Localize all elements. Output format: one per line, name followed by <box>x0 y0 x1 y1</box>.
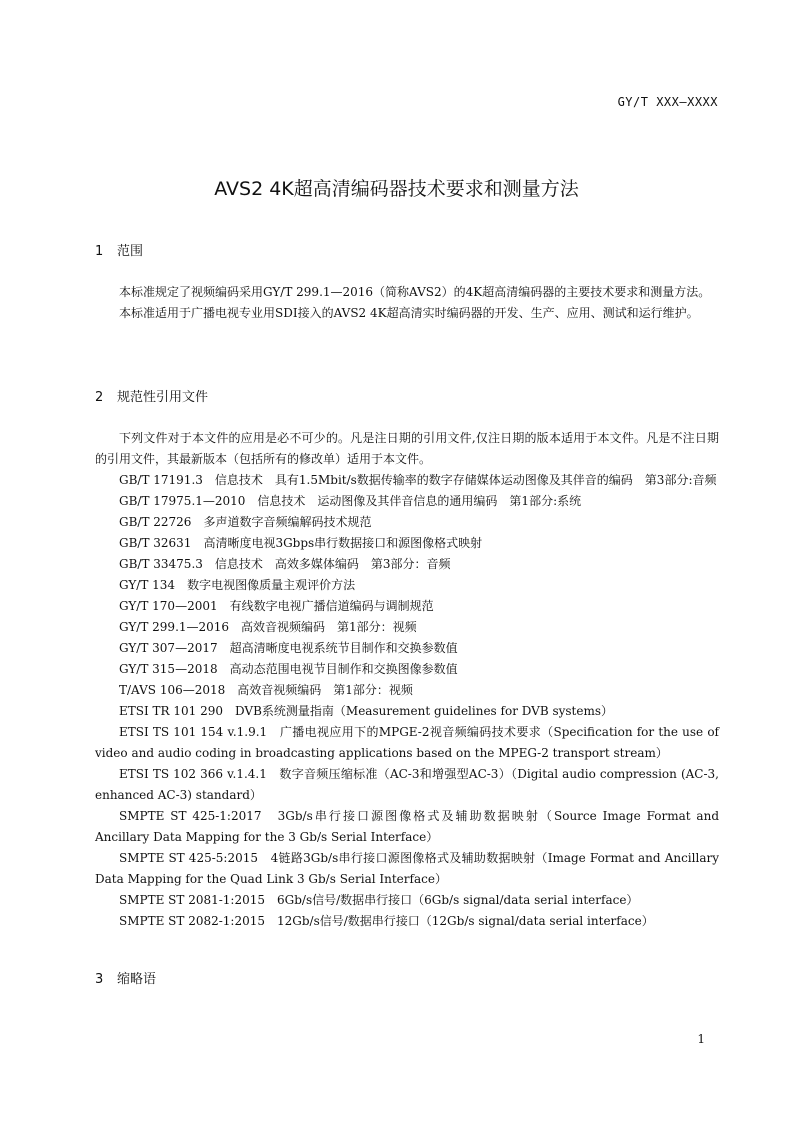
reference-item: GY/T 134 数字电视图像质量主观评价方法 <box>119 578 356 592</box>
section-title: 范围 <box>117 244 144 259</box>
reference-item: GY/T 307—2017 超高清晰度电视系统节目制作和交换参数值 <box>119 641 458 655</box>
reference-item: GY/T 315—2018 高动态范围电视节目制作和交换图像参数值 <box>119 662 458 676</box>
reference-item: ETSI TS 101 154 v.1.9.1 广播电视应用下的MPGE-2视音频编码技术要求（Specification for the use of video and audio coding in broadcasting applications based on the MPEG-2 transport stream） <box>95 725 719 760</box>
reference-item: GB/T 17191.3 信息技术 具有1.5Mbit/s数据传输率的数字存储媒体运动图像及其伴音的编码 第3部分:音频 <box>119 473 717 487</box>
document-code: GY/T XXX—XXXX <box>617 95 718 109</box>
reference-item: SMPTE ST 425-1:2017 3Gb/s串行接口源图像格式及辅助数据映射（Source Image Format and Ancillary Data Mapping for the 3 Gb/s Serial Interface） <box>95 809 719 844</box>
section-heading-normative-references <box>95 386 208 405</box>
document-title: AVS2 4K超高清编码器技术要求和测量方法 <box>214 178 579 200</box>
reference-item: GY/T 299.1—2016 高效音视频编码 第1部分：视频 <box>119 620 417 634</box>
references-intro: 下列文件对于本文件的应用是必不可少的。凡是注日期的引用文件,仅注日期的版本适用于本文件。凡是不注日期的引用文件，其最新版本（包括所有的修改单）适用于本文件。 <box>95 431 719 466</box>
section-number: 3 <box>95 972 104 987</box>
reference-item: T/AVS 106—2018 高效音视频编码 第1部分：视频 <box>119 683 413 697</box>
paragraph: 本标准规定了视频编码采用GY/T 299.1—2016（简称AVS2）的4K超高清编码器的主要技术要求和测量方法。 <box>119 285 711 299</box>
paragraph: 本标准适用于广播电视专业用SDI接入的AVS2 4K超高清实时编码器的开发、生产、应用、测试和运行维护。 <box>119 306 699 320</box>
reference-item: GB/T 33475.3 信息技术 高效多媒体编码 第3部分：音频 <box>119 557 451 571</box>
page-number: 1 <box>697 1032 705 1046</box>
reference-item: SMPTE ST 2081-1:2015 6Gb/s信号/数据串行接口（6Gb/s signal/data serial interface） <box>119 893 639 907</box>
reference-item: SMPTE ST 425-5:2015 4链路3Gb/s串行接口源图像格式及辅助数据映射（Image Format and Ancillary Data Mapping for the Quad Link 3 Gb/s Serial Interface） <box>95 851 719 886</box>
reference-item: GB/T 32631 高清晰度电视3Gbps串行数据接口和源图像格式映射 <box>119 536 483 550</box>
reference-item: GB/T 17975.1—2010 信息技术 运动图像及其伴音信息的通用编码 第1部分:系统 <box>119 494 582 508</box>
scope-body <box>95 282 719 324</box>
section-heading-scope <box>95 240 143 259</box>
reference-item: GB/T 22726 多声道数字音频编解码技术规范 <box>119 515 372 529</box>
reference-item: ETSI TS 102 366 v.1.4.1 数字音频压缩标准（AC-3和增强型AC-3）（Digital audio compression (AC-3, enhanced AC-3) standard） <box>95 767 719 802</box>
section-heading-abbreviations <box>95 968 156 987</box>
section-title: 规范性引用文件 <box>117 390 209 405</box>
section-title: 缩略语 <box>117 972 157 987</box>
reference-item: GY/T 170—2001 有线数字电视广播信道编码与调制规范 <box>119 599 434 613</box>
section-number: 2 <box>95 390 104 405</box>
section-number: 1 <box>95 244 104 259</box>
references-body <box>95 428 719 932</box>
reference-item: ETSI TR 101 290 DVB系统测量指南（Measurement guidelines for DVB systems） <box>119 704 614 718</box>
reference-item: SMPTE ST 2082-1:2015 12Gb/s信号/数据串行接口（12Gb/s signal/data serial interface） <box>119 914 654 928</box>
